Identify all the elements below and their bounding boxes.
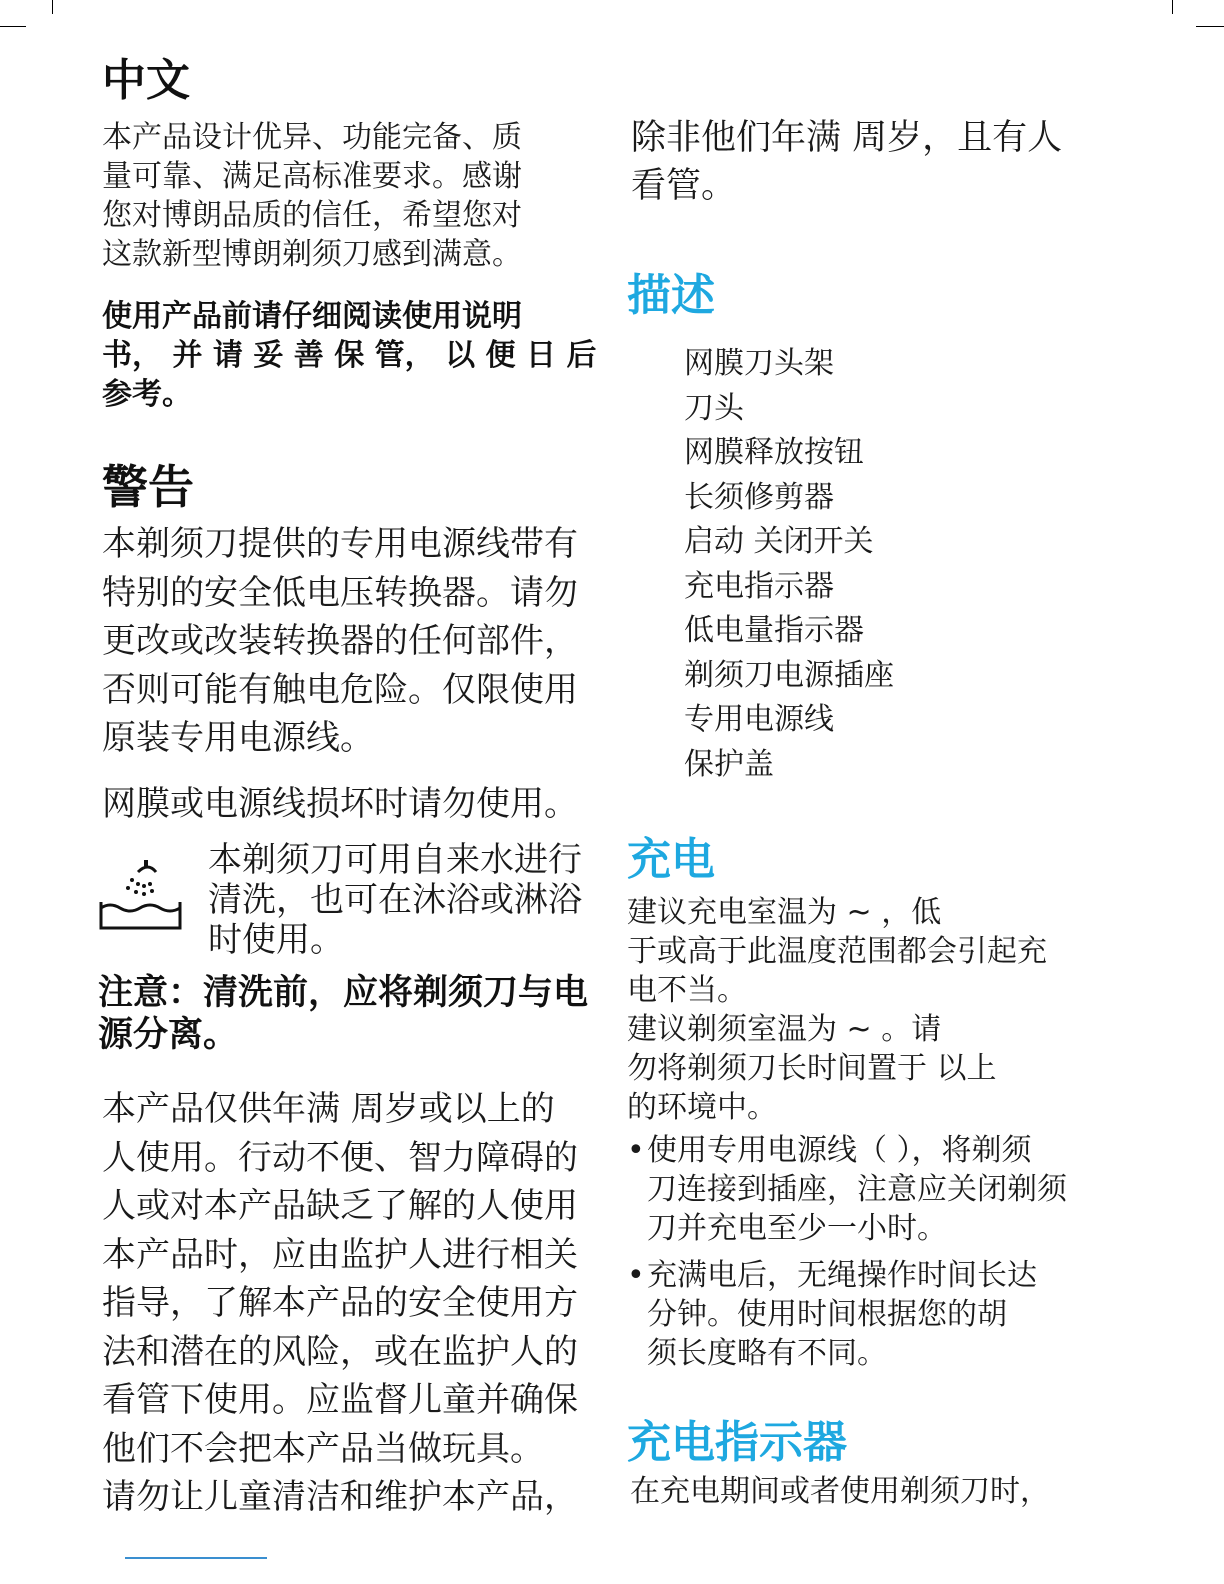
description-item: 网膜刀头架 xyxy=(684,346,834,381)
description-list xyxy=(684,342,894,787)
intro-line: 这款新型博朗剃须刀感到满意。 xyxy=(102,237,522,272)
charging-line: 勿将剃须刀长时间置于 以上 xyxy=(627,1051,997,1086)
wash-paragraph xyxy=(208,840,582,960)
usage-paragraph xyxy=(102,1085,578,1522)
shower-water-icon xyxy=(98,858,184,934)
charging-heading: 充电 xyxy=(627,834,715,885)
usage-line: 本产品仅供年满 周岁或以上的 xyxy=(102,1089,555,1129)
usage-line: 本产品时，应由监护人进行相关 xyxy=(102,1234,578,1275)
caution-paragraph xyxy=(98,972,588,1056)
usage-line: 看管下使用。应监督儿童并确保 xyxy=(102,1380,578,1420)
description-heading: 描述 xyxy=(627,270,715,321)
description-item: 长须修剪器 xyxy=(684,479,834,515)
description-item: 低电量指示器 xyxy=(684,613,864,648)
description-item: 专用电源线 xyxy=(684,702,834,737)
bullet-line: 刀连接到插座，注意应关闭剃须 xyxy=(647,1172,1067,1207)
warning-line: 特别的安全低电压转换器。请勿 xyxy=(102,572,578,613)
intro-line: 您对博朗品质的信任，希望您对 xyxy=(102,198,522,233)
notice-line: 使用产品前请仔细阅读使用说明 xyxy=(102,299,522,334)
charging-line: 建议剃须室温为 ~ 。请 xyxy=(627,1012,942,1047)
description-item: 剃须刀电源插座 xyxy=(684,657,894,693)
warning-line: 更改或改装转换器的任何部件， xyxy=(102,621,578,661)
description-item: 充电指示器 xyxy=(684,568,834,604)
crop-mark-left xyxy=(0,26,26,27)
footer-rule xyxy=(125,1557,267,1559)
bullet-line: 使用专用电源线（ ），将剃须 xyxy=(647,1133,1032,1168)
page-title: 中文 xyxy=(102,55,190,106)
description-item: 保护盖 xyxy=(684,746,774,782)
charging-line: 的环境中。 xyxy=(627,1090,777,1125)
crop-mark-right xyxy=(1196,26,1224,27)
crop-mark-top-right xyxy=(1172,0,1173,14)
caution-line: 注意：清洗前，应将剃须刀与电 xyxy=(98,973,589,1013)
charging-line: 建议充电室温为 ~ ，低 xyxy=(627,895,942,930)
bullet-line: 充满电后，无绳操作时间长达 xyxy=(647,1258,1037,1293)
charging-line: 于或高于此温度范围都会引起充 xyxy=(627,934,1047,969)
damaged-warning: 网膜或电源线损坏时请勿使用。 xyxy=(102,784,578,824)
wash-line: 清洗，也可在沐浴或淋浴 xyxy=(208,880,582,920)
usage-line: 请勿让儿童清洁和维护本产品， xyxy=(102,1477,578,1517)
continued-line: 除非他们年满 周岁，且有人 xyxy=(631,118,1063,158)
wash-line: 本剃须刀可用自来水进行 xyxy=(208,840,582,880)
notice-paragraph xyxy=(102,297,596,414)
bullet-item xyxy=(627,1131,1105,1248)
bullet-line: 刀并充电至少一小时。 xyxy=(647,1211,947,1246)
caution-line: 源分离。 xyxy=(98,1015,239,1055)
usage-line: 指导，了解本产品的安全使用方 xyxy=(102,1283,578,1323)
notice-line: 书， 并 请 妥 善 保 管， 以 便 日 后 xyxy=(102,338,597,373)
intro-line: 本产品设计优异、功能完备、质 xyxy=(102,120,522,155)
notice-line: 参考。 xyxy=(102,377,192,412)
description-item: 网膜释放按钮 xyxy=(684,435,864,470)
warning-line: 原装专用电源线。 xyxy=(102,718,374,758)
bullet-dot: • xyxy=(627,1133,645,1168)
wash-line: 时使用。 xyxy=(208,920,344,960)
intro-paragraph xyxy=(102,118,522,274)
usage-line: 人使用。行动不便、智力障碍的 xyxy=(102,1137,578,1178)
bullet-line: 须长度略有不同。 xyxy=(647,1336,887,1371)
bullet-dot: • xyxy=(627,1258,645,1293)
usage-line: 法和潜在的风险，或在监护人的 xyxy=(102,1331,578,1372)
warning-line: 本剃须刀提供的专用电源线带有 xyxy=(102,524,578,564)
charge-indicator-text: 在充电期间或者使用剃须刀时， xyxy=(630,1474,1050,1509)
warning-heading: 警告 xyxy=(102,460,194,514)
warning-paragraph xyxy=(102,520,578,763)
charge-indicator-heading: 充电指示器 xyxy=(627,1417,847,1468)
usage-line: 他们不会把本产品当做玩具。 xyxy=(102,1428,544,1469)
continued-paragraph xyxy=(631,114,1062,210)
description-item: 启动 关闭开关 xyxy=(684,524,874,559)
warning-line: 否则可能有触电危险。仅限使用 xyxy=(102,669,578,710)
description-item: 刀头 xyxy=(684,390,744,426)
bullet-item xyxy=(627,1256,1105,1373)
bullet-line: 分钟。使用时间根据您的胡 xyxy=(647,1297,1007,1332)
crop-mark-top-left xyxy=(52,0,53,14)
charging-line: 电不当。 xyxy=(627,973,747,1008)
continued-line: 看管。 xyxy=(631,166,737,206)
usage-line: 人或对本产品缺乏了解的人使用 xyxy=(102,1186,578,1226)
intro-line: 量可靠、满足高标准要求。感谢 xyxy=(102,159,522,194)
charging-paragraph xyxy=(627,893,1047,1127)
